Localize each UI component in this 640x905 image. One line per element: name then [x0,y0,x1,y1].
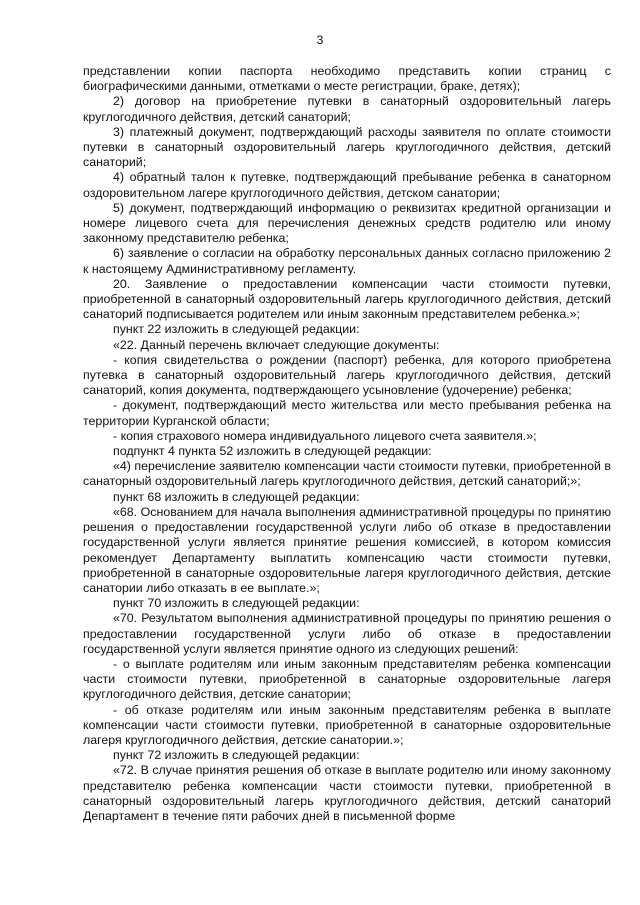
paragraph: представлении копии паспорта необходимо представить копии страниц с биографическими данными, отметками о месте регистрации, браке, детях); [83,64,611,94]
paragraph: «22. Данный перечень включает следующие документы: [113,337,440,352]
paragraph: 2) договор на приобретение путевки в санаторный оздоровительный лагерь круглогодичного действия, детский санаторий; [83,94,611,124]
paragraph: пункт 70 изложить в следующей редакции: [113,596,360,611]
paragraph: 4) обратный талон к путевке, подтверждающий пребывание ребенка в санаторном оздоровительном лагере круглогодичного действия, детском санатории; [83,170,611,200]
paragraph: пункт 72 изложить в следующей редакции: [113,748,360,763]
paragraph: пункт 68 изложить в следующей редакции: [113,489,360,504]
document-body [83,64,611,824]
paragraph: - о выплате родителям или иным законным представителям ребенка компенсации части стоимости путевки, приобретенной в санаторные оздоровительные лагеря круглогодичного действия, детские санатории; [83,656,611,702]
paragraph: «68. Основанием для начала выполнения административной процедуры по принятию решения о предоставлении государственной услуги либо об отказе в предоставлении государственной услуги является принятие решения комиссией, в котором комиссия рекомендует Департаменту выплатить компенсацию части стоимости путевки, приобретенной в санаторные оздоровительные лагеря круглогодичного действия, детские санатории либо отказать в ее выплате.»; [83,504,611,595]
paragraph: «4) перечисление заявителю компенсации части стоимости путевки, приобретенной в санаторный оздоровительный лагерь круглогодичного действия, детский санаторий;»; [83,459,611,489]
paragraph: «72. В случае принятия решения об отказе в выплате родителю или иному законному представителю ребенка компенсации части стоимости путевки, приобретенной в санаторный оздоровительный лагерь круглогодичного действия, детский санаторий Департамент в течение пяти рабочих дней в письменной форме [83,763,611,823]
paragraph: пункт 22 изложить в следующей редакции: [113,322,360,337]
paragraph: - копия страхового номера индивидуального лицевого счета заявителя.»; [113,428,537,443]
paragraph: «70. Результатом выполнения административной процедуры по принятию решения о предоставлении государственной услуги либо об отказе в предоставлении государственной услуги является принятие одного из следующих решений: [83,611,611,656]
paragraph: 3) платежный документ, подтверждающий расходы заявителя по оплате стоимости путевки в санаторный оздоровительный лагерь круглогодичного действия, детский санаторий; [83,124,611,170]
paragraph: - об отказе родителям или иным законным представителям ребенка в выплате компенсации части стоимости путевки, приобретенной в санаторные оздоровительные лагеря круглогодичного действия, детские санатории.»; [83,702,611,747]
paragraph: 6) заявление о согласии на обработку персональных данных согласно приложению 2 к настоящему Административному регламенту. [83,246,611,276]
page-number: 3 [316,33,324,47]
paragraph: - копия свидетельства о рождении (паспорт) ребенка, для которого приобретена путевка в санаторный оздоровительный лагерь круглогодичного действия, детский санаторий, копия документа, подтверждающего усыновление (удочерение) ребенка; [83,352,611,398]
paragraph: 5) документ, подтверждающий информацию о реквизитах кредитной организации и номере лицевого счета для перечисления денежных средств родителю или иному законному представителю ребенка; [83,200,611,246]
paragraph: подпункт 4 пункта 52 изложить в следующей редакции: [113,444,432,459]
paragraph: - документ, подтверждающий место жительства или место пребывания ребенка на территории Курганской области; [83,398,611,428]
paragraph: 20. Заявление о предоставлении компенсации части стоимости путевки, приобретенной в санаторный оздоровительный лагерь круглогодичного действия, детский санаторий подписывается родителем или иным законным представителем ребенка.»; [83,276,611,322]
